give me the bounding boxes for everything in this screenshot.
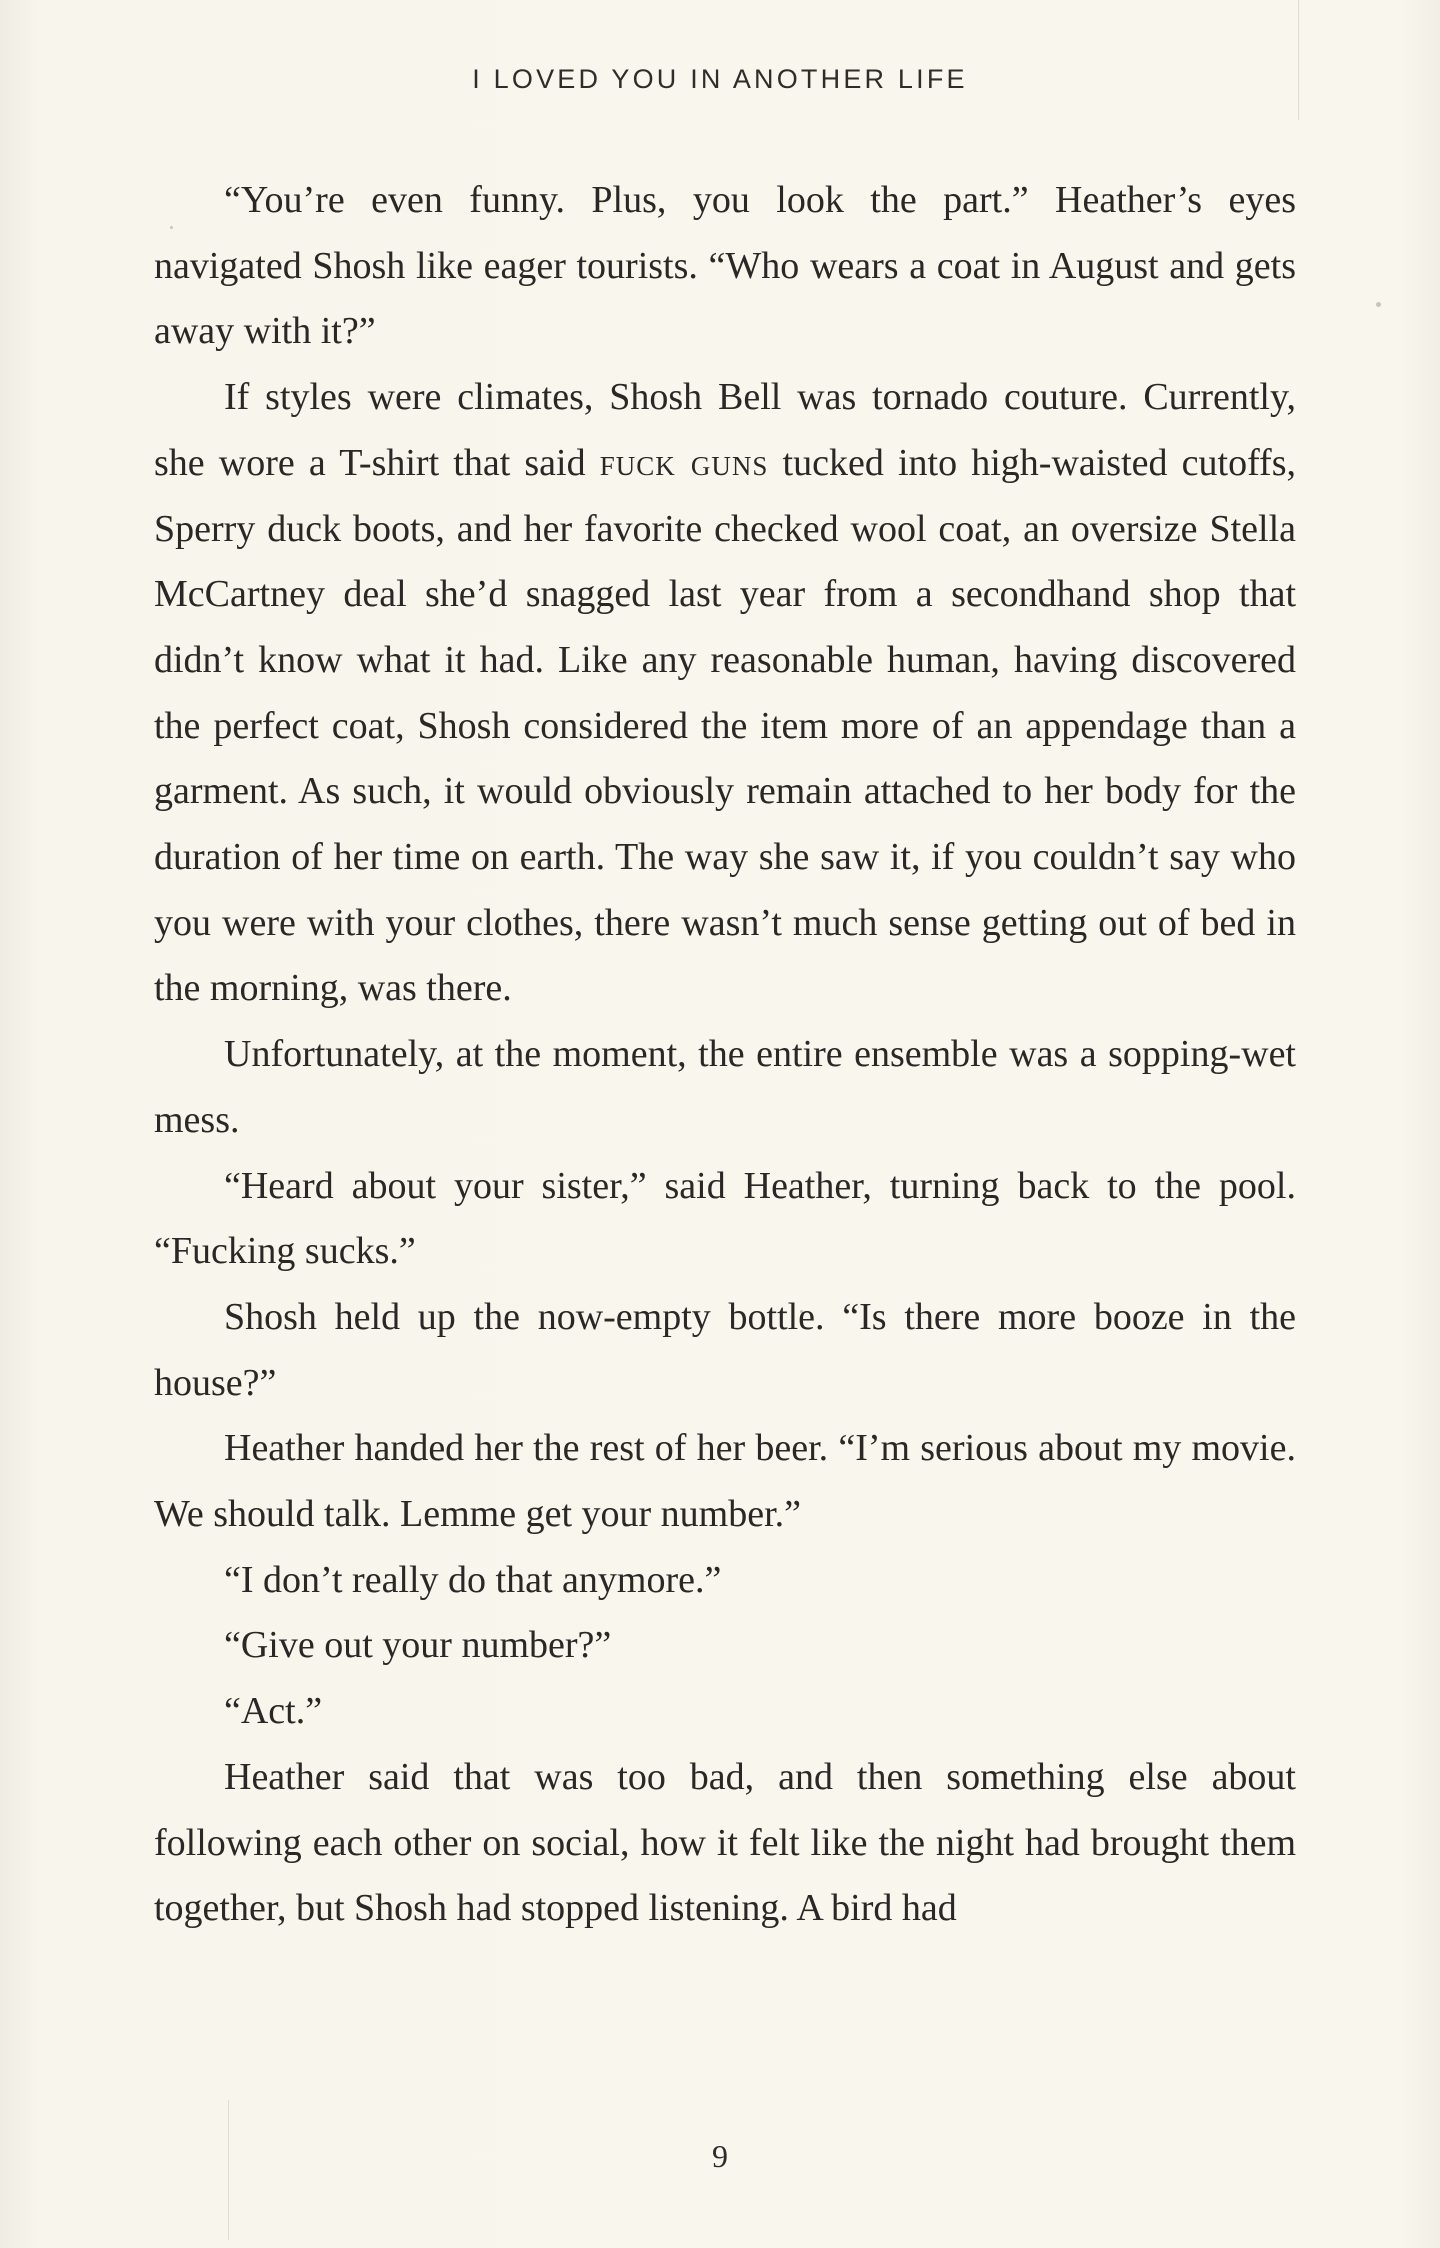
paragraph: “Give out your number?”	[224, 1624, 612, 1667]
shirt-slogan: fuck guns	[599, 441, 769, 484]
paragraph: “You’re even funny. Plus, you look the part.” Heather’s eyes navigated Shosh like eager tourists. “Who wears a coat in August and gets away with it?”	[154, 179, 1296, 353]
scan-artifact-line	[1298, 0, 1299, 120]
paragraph: If styles were climates, Shosh Bell was tornado couture. Currently, she wore a T-shirt that said fuck guns tucked into high-waisted cutoffs, Sperry duck boots, and her favorite checked wool coat, an oversize Stella McCartney deal she’d snagged last year from a secondhand shop that didn’t know what it had. Like any reasonable human, having discovered the perfect coat, Shosh considered the item more of an appendage than a garment. As such, it would obviously remain attached to her body for the duration of her time on earth. The way she saw it, if you couldn’t say who you were with your clothes, there wasn’t much sense getting out of bed in the morning, was there.	[154, 376, 1296, 1010]
scan-speck	[1376, 302, 1381, 307]
paragraph: “Heard about your sister,” said Heather, turning back to the pool. “Fucking sucks.”	[154, 1164, 1296, 1273]
paragraph: Unfortunately, at the moment, the entire ensemble was a sopping-wet mess.	[154, 1033, 1296, 1141]
running-head: I LOVED YOU IN ANOTHER LIFE	[472, 64, 968, 94]
paragraph: Heather said that was too bad, and then something else about following each other on social, how it felt like the night had brought them together, but Shosh had stopped listening. A bird had	[154, 1755, 1296, 1930]
paragraph: Heather handed her the rest of her beer. “I’m serious about my movie. We should talk. Lemme get your number.”	[154, 1427, 1296, 1536]
paragraph: “I don’t really do that anymore.”	[224, 1558, 722, 1601]
body-text	[154, 168, 1296, 1942]
paragraph: Shosh held up the now-empty bottle. “Is there more booze in the house?”	[154, 1295, 1296, 1404]
paragraph: “Act.”	[224, 1690, 323, 1733]
page-number: 9	[712, 2138, 728, 2174]
